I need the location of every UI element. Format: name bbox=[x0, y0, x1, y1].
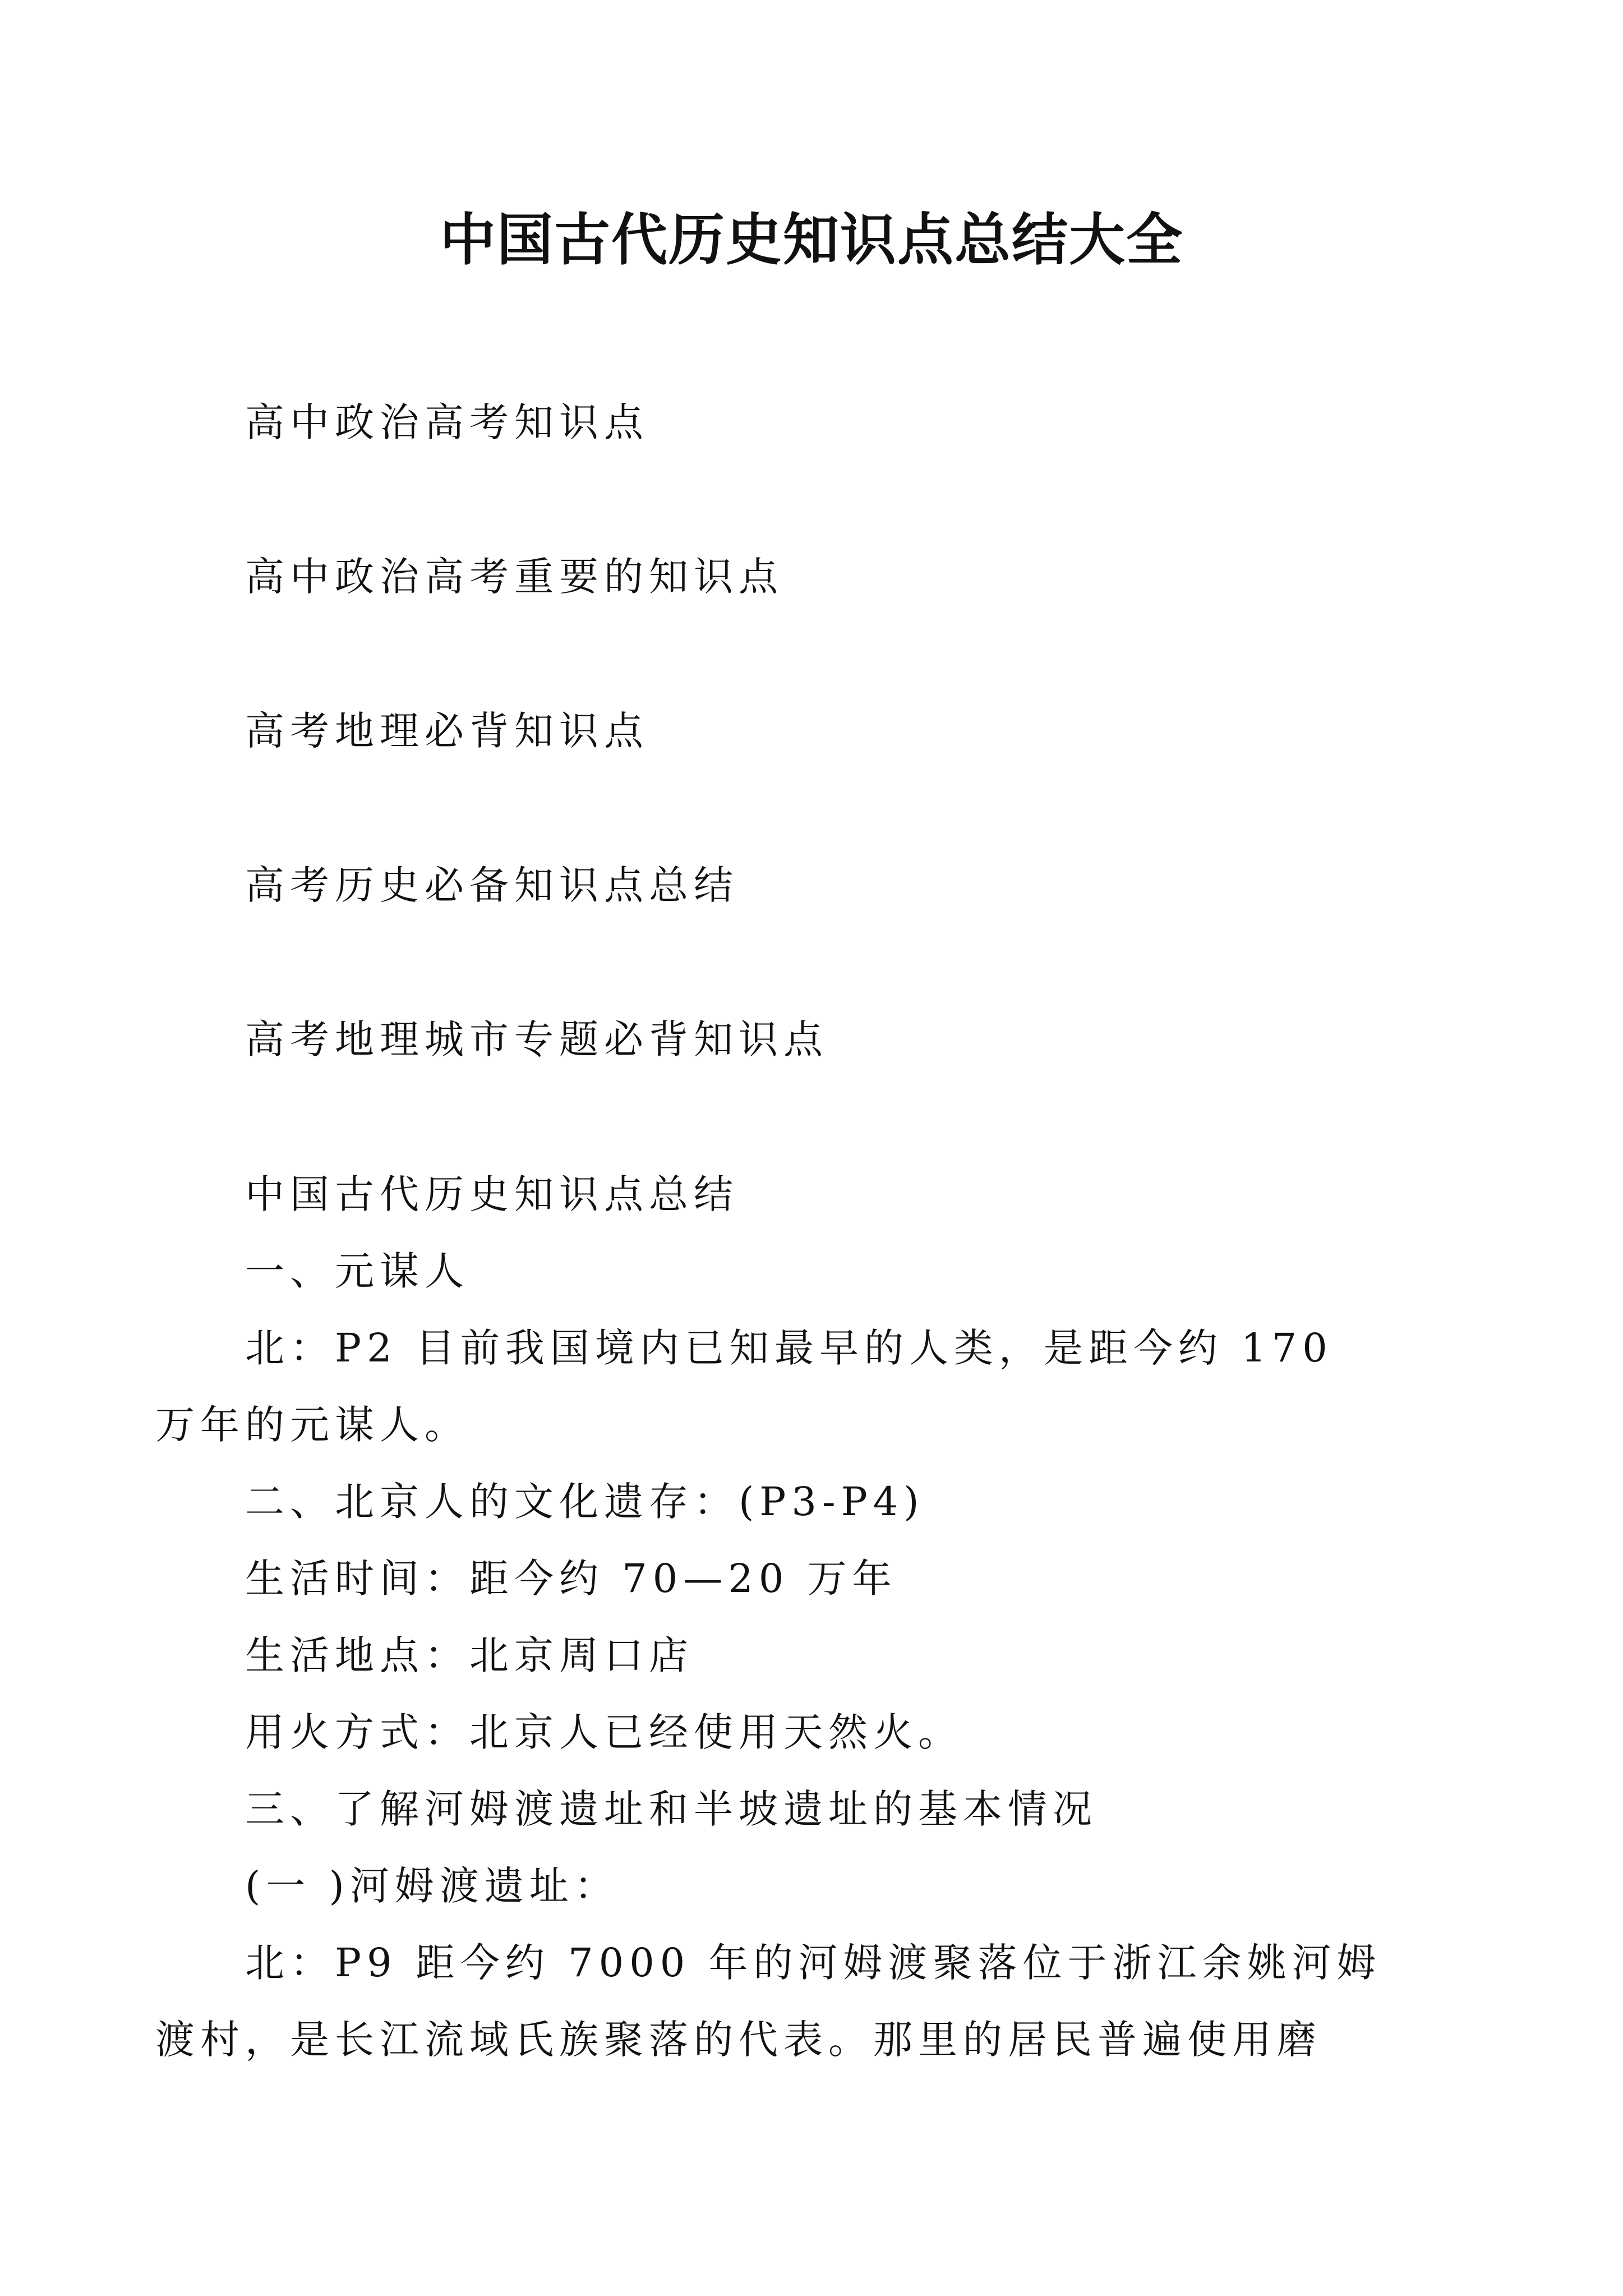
section-1-text: 北：P2 目前我国境内已知最早的人类，是距今约 170 万年的元谋人。 bbox=[155, 1325, 1333, 1448]
section-2-place: 生活地点：北京周口店 bbox=[245, 1632, 694, 1678]
related-link-5[interactable]: 高考地理城市专题必背知识点 bbox=[245, 1016, 828, 1062]
related-link-3[interactable]: 高考地理必背知识点 bbox=[245, 708, 649, 754]
section-3-heading: 三、了解河姆渡遗址和半坡遗址的基本情况 bbox=[245, 1786, 1098, 1832]
section-2-heading: 二、北京人的文化遗存：(P3-P4) bbox=[245, 1479, 925, 1525]
related-link-4[interactable]: 高考历史必备知识点总结 bbox=[245, 862, 739, 908]
related-link-1[interactable]: 高中政治高考知识点 bbox=[245, 399, 649, 445]
section-3-sub-heading: (一 )河姆渡遗址： bbox=[245, 1863, 619, 1909]
section-1-heading: 一、元谋人 bbox=[245, 1248, 469, 1294]
section-3-text: 北：P9 距今约 7000 年的河姆渡聚落位于浙江余姚河姆渡村，是长江流域氏族聚落的代表。那里的居民普遍使用磨 bbox=[155, 1940, 1382, 2063]
section-2-time: 生活时间：距今约 70—20 万年 bbox=[245, 1556, 897, 1602]
page-title: 中国古代历史知识点总结大全 bbox=[440, 206, 1183, 273]
related-link-2[interactable]: 高中政治高考重要的知识点 bbox=[245, 554, 783, 600]
section-heading: 中国古代历史知识点总结 bbox=[245, 1171, 739, 1217]
section-2-fire: 用火方式：北京人已经使用天然火。 bbox=[245, 1709, 963, 1755]
